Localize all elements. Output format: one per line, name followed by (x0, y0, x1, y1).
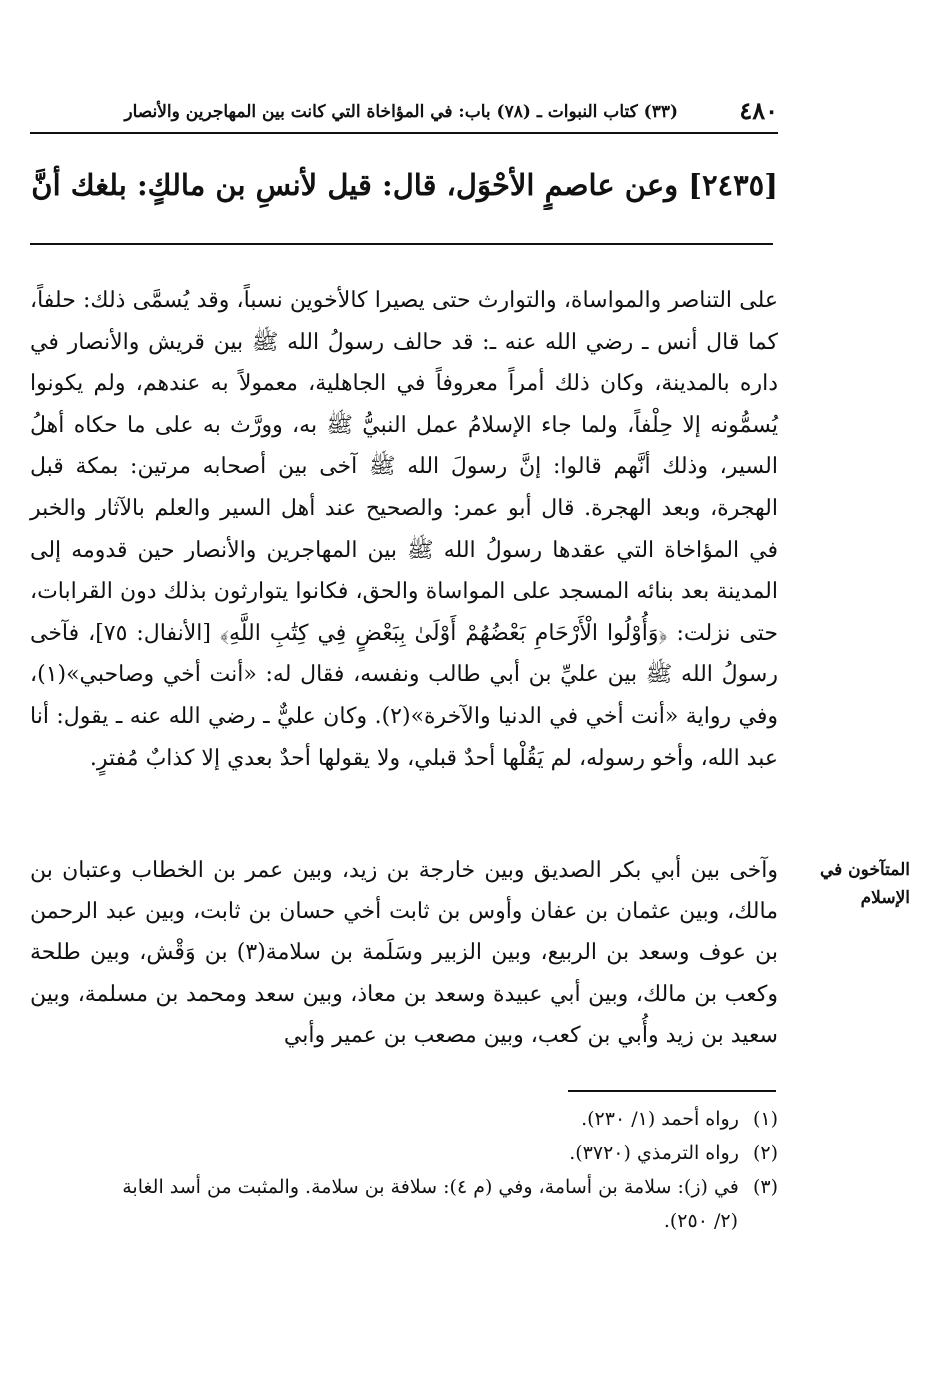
footnote-number: (٢) (752, 1142, 778, 1164)
page-number: ٤٨٠ (739, 96, 778, 125)
side-note-line: الإسلام (860, 888, 910, 908)
footnote-continuation (30, 1204, 778, 1238)
footnote (30, 1170, 778, 1204)
footnote-text: في (ز): سلامة بن أسامة، وفي (م ٤): سلافة بن سلامة. والمثبت من أسد الغابة (122, 1176, 739, 1198)
footnote-text: رواه الترمذي (٣٧٢٠). (569, 1142, 739, 1164)
header-title: (٣٣) كتاب النبوات ـ (٧٨) باب: في المؤاخاة التي كانت بين المهاجرين والأنصار (124, 102, 678, 122)
side-note-line: المتآخون في (819, 860, 910, 880)
footnotes (30, 1102, 778, 1238)
footnote-number: (١) (752, 1108, 778, 1130)
footnote (30, 1136, 778, 1170)
commentary-block (30, 280, 778, 779)
hadith-heading: [٢٤٣٥] وعن عاصمٍ الأحْوَل، قال: قيل لأنسِ بن مالكٍ: بلغك أنَّ (31, 168, 778, 202)
footnote-text: رواه أحمد (١/ ٢٣٠). (581, 1108, 739, 1130)
running-header (30, 92, 778, 134)
margin-side-note (800, 856, 910, 912)
footnote-number: (٣) (752, 1176, 778, 1198)
footnote-separator (568, 1090, 776, 1092)
separator-line (30, 243, 773, 245)
commentary-paragraph: على التناصر والمواساة، والتوارث حتى يصيرا كالأخوين نسباً، وقد يُسمَّى ذلك: حلفاً، كما قال أنس ـ رضي الله عنه ـ: قد حالف رسولُ الله ﷺ بين قريش والأنصار في داره بالمدينة، وكان ذلك أمراً معروفاً في الجاهلية، معمولاً به عندهم، ولم يكونوا يُسمُّونه إلا حِلْفاً، ولما جاء الإسلامُ عمل النبيُّ ﷺ به، وورَّث به على ما حكاه أهلُ السير، وذلك أنَّهم قالوا: إنَّ رسولَ الله ﷺ آخى بين أصحابه مرتين: بمكة قبل الهجرة، وبعد الهجرة. قال أبو عمر: والصحيح عند أهل السير والعلم بالآثار والخبر في المؤاخاة التي عقدها رسولُ الله ﷺ بين المهاجرين والأنصار حين قدومه إلى المدينة بعد بنائه المسجد على المواساة والحق، فكانوا يتوارثون بذلك دون القرابات، حتى نزلت: ﴿وَأُوْلُوا الْأَرْحَامِ بَعْضُهُمْ أَوْلَىٰ بِبَعْضٍ فِي كِتَٰبِ اللَّهِ﴾ [الأنفال: ٧٥]، فآخى رسولُ الله ﷺ بين عليِّ بن أبي طالب ونفسه، فقال له: «أنت أخي وصاحبي»(١)، وفي رواية «أنت أخي في الدنيا والآخرة»(٢). وكان عليٌّ ـ رضي الله عنه ـ يقول: أنا عبد الله، وأخو رسوله، لم يَقُلْها أحدٌ قبلي، ولا يقولها أحدٌ بعدي إلا كذابٌ مُفترٍ. (30, 288, 778, 771)
commentary-paragraph-2: وآخى بين أبي بكر الصديق وبين خارجة بن زيد، وبين عمر بن الخطاب وعتبان بن مالك، وبين عثمان بن عفان وأوس بن ثابت أخي حسان بن ثابت، وبين عبد الرحمن بن عوف وسعد بن الربيع، وبين الزبير وسَلَمة بن سلامة(٣) بن وَقْش، وبين طلحة وكعب بن مالك، وبين أبي عبيدة وسعد بن معاذ، وبين سعد ومحمد بن مسلمة، وبين سعيد بن زيد وأُبي بن كعب، وبين مصعب بن عمير وأبي (30, 858, 779, 1048)
footnote-text: (٢/ ٢٥٠). (663, 1210, 738, 1232)
footnote (30, 1102, 778, 1136)
